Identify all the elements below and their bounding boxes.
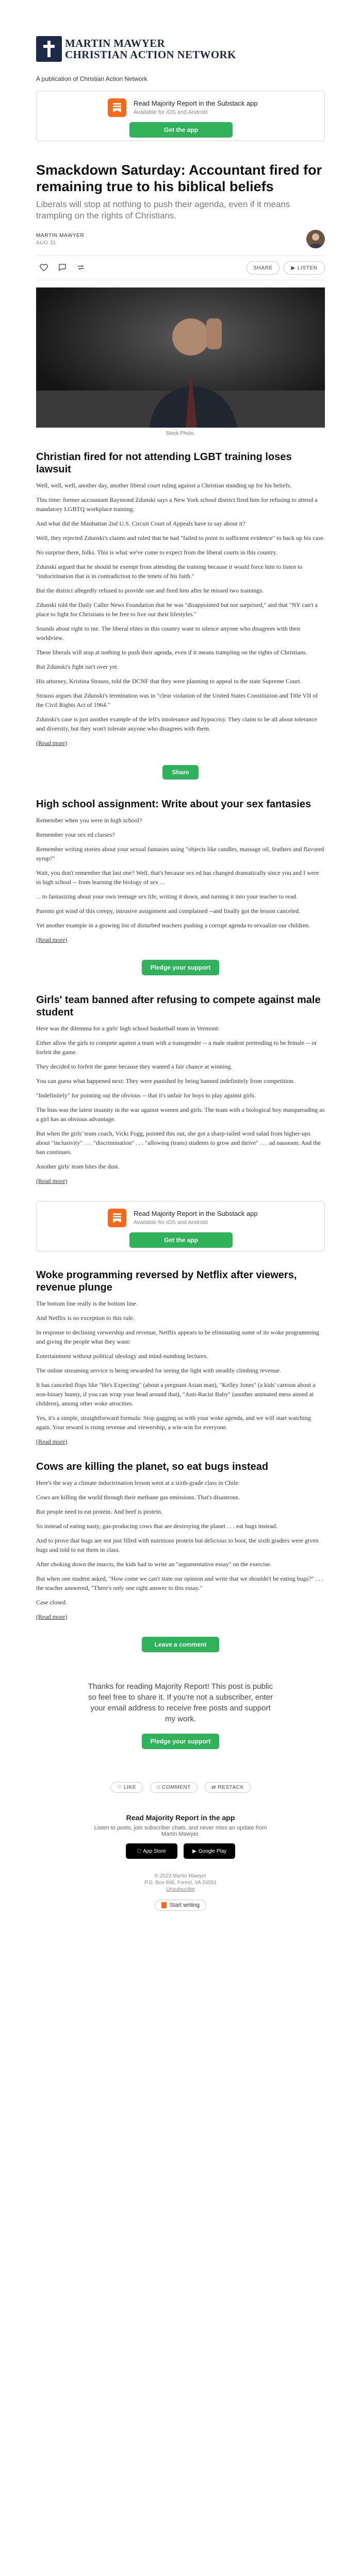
comment-label: COMMENT: [162, 1785, 191, 1790]
paragraph: Well, well, well, another day, another liberal court ruling against a Christian standing up for his beliefs.: [36, 482, 292, 489]
paragraph: "Indefinitely" for pointing out the obvious -- that it's unfair for boys to play against girls.: [36, 1092, 256, 1099]
share-button[interactable]: [247, 261, 280, 275]
like-label: LIKE: [123, 1785, 137, 1790]
restack-button[interactable]: [205, 1782, 251, 1793]
section-netflix: [36, 1269, 325, 1446]
section-heading: Woke programming reversed by Netflix after viewers, revenue plunge: [36, 1269, 297, 1293]
heart-icon: ♡: [117, 1785, 122, 1790]
paragraph: After choking down the insects, the kids had to write an "argumentative essay" on the exercise.: [36, 1561, 272, 1568]
heart-icon[interactable]: [38, 262, 50, 273]
read-more-link[interactable]: (Read more): [36, 1438, 68, 1445]
paragraph: This time: former accountant Raymond Zdunski says a New York school district fired him for refusing to attend a mandatory LGBTQ workplace training.: [36, 496, 318, 513]
paragraph: Zdunski told the Daily Caller News Foundation that he was "disappointed but not surprised," and that "NY can't a place to fight for Christians to be free to live out their lifestyles.": [36, 601, 318, 618]
get-app-button[interactable]: Get the app: [129, 1232, 233, 1248]
mailing-address: P.O. Box 606, Forest, VA 24551: [144, 1881, 217, 1887]
app-promo-title: Read Majority Report in the Substack app: [134, 99, 258, 107]
paragraph: Wait, you don't remember that last one? Well, that's because sex ed has changed dramatically since you and I were in high school -- from learning the biology of sex ...: [36, 869, 319, 886]
hero-image-caption: Stock Photo.: [166, 431, 195, 436]
substack-logo-icon: [161, 1902, 167, 1908]
paragraph: You can guess what happened next: They were punished by being banned indefinitely from competition.: [36, 1077, 295, 1084]
bottom-action-bar: [36, 1782, 325, 1793]
paragraph: Case closed.: [36, 1599, 67, 1606]
paragraph: No surprise there, folks. This is what we've come to expect from the liberal courts in this country.: [36, 549, 277, 556]
copyright: © 2023 Martin Mawyer: [154, 1874, 207, 1880]
post-action-bar: [36, 256, 325, 280]
paragraph: But when one student asked, "How come we can't state our opinion and write that we shouldn't be eating bugs?" . . . the teacher answered, "There's only one right answer to this essay.": [36, 1575, 323, 1591]
like-button[interactable]: [110, 1782, 143, 1793]
brand-header[interactable]: [36, 36, 325, 62]
comment-icon[interactable]: [57, 262, 68, 273]
paragraph: And Netflix is no exception to this rule.: [36, 1314, 135, 1321]
paragraph: The bottom line really is the bottom line.: [36, 1300, 138, 1307]
apple-icon: [137, 1849, 141, 1854]
paragraph: Parents got wind of this creepy, intrusive assignment and complained --and finally got the lesson canceled.: [36, 907, 301, 914]
app-promo-subtitle: Available for iOS and Android: [134, 109, 208, 115]
publication-tagline: A publication of Christian Action Network: [36, 75, 147, 82]
footer-app-subtitle: Listen to posts, join subscriber chats, and never miss an update from Martin Mawyer.: [94, 1825, 267, 1837]
hero-image: [36, 287, 325, 428]
app-promo-title: Read Majority Report in the Substack app: [134, 1210, 258, 1217]
pledge-support-button-bottom[interactable]: Pledge your support: [142, 1734, 219, 1749]
paragraph: They decided to forfeit the game because they wanted a fair chance at winning.: [36, 1063, 233, 1070]
share-label: SHARE: [253, 265, 273, 271]
start-writing-label: Start writing: [169, 1903, 200, 1910]
author-avatar[interactable]: [306, 230, 325, 248]
paragraph: Strauss argues that Zdunski's termination was in "clear violation of the United States Constitution and Title VII of the Civil Rights Act of 1964.": [36, 692, 318, 708]
start-writing-button[interactable]: [155, 1900, 206, 1911]
paragraph: Yes, it's a simple, straightforward formula: Stop gagging us with your woke agenda, and we will start watching again. Your reward is rising revenue and viewership, a win-win for everyone.: [36, 1414, 311, 1431]
play-store-icon: ▶: [192, 1848, 196, 1854]
subscribe-text: Thanks for reading Majority Report! This post is public so feel free to share it. If you're not a subscriber, enter your email address to receive free posts and support my work.: [88, 1682, 273, 1723]
footer-app-title: Read Majority Report in the app: [126, 1814, 235, 1822]
paragraph: It has canceled flops like "He's Expecting" (about a pregnant Asian man), "Kelley Jones" (a kids' cartoon about a non-binary bunny, if you can wrap your head around that), "Anti-Racist Baby" (another animated mess aimed at children), among other woke atrocities.: [36, 1381, 316, 1407]
google-play-badge[interactable]: [184, 1843, 235, 1859]
section-heading: High school assignment: Write about your sex fantasies: [36, 799, 311, 810]
unsubscribe-link[interactable]: Unsubscribe: [166, 1888, 195, 1894]
paragraph: Yet another example in a growing list of disturbed teachers pushing a corrupt agenda to sexualize our children.: [36, 922, 310, 929]
play-icon: ▶: [291, 265, 296, 271]
cross-logo-icon: [36, 36, 62, 62]
paragraph: But Zdunski's fight isn't over yet.: [36, 663, 119, 670]
paragraph: Sounds about right to me. The liberal elites in this country want to silence anyone who disagrees with their worldview.: [36, 625, 301, 641]
google-play-label: Google Play: [198, 1848, 227, 1854]
paragraph: But people need to eat protein. And beef is protein.: [36, 1508, 162, 1515]
pledge-support-button[interactable]: Pledge your support: [142, 960, 219, 975]
app-store-badge[interactable]: [126, 1843, 177, 1859]
section-heading: Girls' team banned after refusing to compete against male student: [36, 994, 321, 1018]
leave-comment-button[interactable]: Leave a comment: [142, 1637, 219, 1652]
paragraph: Remember when you were in high school?: [36, 817, 142, 824]
author-name[interactable]: MARTIN MAWYER: [36, 233, 85, 239]
share-cta-button[interactable]: Share: [162, 765, 199, 779]
read-more-link[interactable]: (Read more): [36, 1613, 68, 1620]
app-promo-card: [36, 91, 325, 141]
app-store-label: App Store: [141, 1850, 164, 1855]
listen-button[interactable]: [284, 261, 325, 275]
author-row: [36, 230, 325, 252]
content-column: [36, 36, 325, 1911]
section-sex-assignment: [36, 798, 325, 975]
brand-name-line2: CHRISTIAN ACTION NETWORK: [65, 48, 236, 61]
paragraph: But the district allegedly refused to provide one and fired him after he missed two trainings.: [36, 587, 264, 594]
paragraph: Here was the dilemma for a girls' high school basketball team in Vermont:: [36, 1025, 220, 1032]
footer: [36, 1814, 325, 1911]
paragraph: Here's the way a climate indoctrination lesson went at a sixth-grade class in Chile:: [36, 1479, 240, 1486]
paragraph: Well, they rejected Zdunski's claims and ruled that he had "failed to point to sufficient evidence" to back up his case.: [36, 534, 325, 541]
get-app-button[interactable]: Get the app: [129, 122, 233, 138]
post-title[interactable]: Smackdown Saturday: Accountant fired for remaining true to his biblical beliefs: [36, 162, 322, 194]
paragraph: So instead of eating nasty, gas-producing cows that are destroying the planet . . . eat bugs instead.: [36, 1522, 277, 1530]
substack-app-icon: [108, 1209, 126, 1227]
paragraph: The bias was the latest insanity in the war against women and girls. The team with a biological boy masquerading as a girl has an obvious advantage.: [36, 1106, 325, 1123]
listen-label: LISTEN: [297, 265, 318, 271]
restack-label: RESTACK: [218, 1785, 244, 1790]
comment-icon: □: [157, 1785, 160, 1790]
app-promo-card-mid: [36, 1201, 325, 1251]
comment-button[interactable]: [150, 1782, 198, 1793]
section-lgbt-lawsuit: [36, 451, 325, 779]
paragraph: ... to fantasizing about your own teenage sex life, writing it down, and turning it into your teacher to read.: [36, 893, 298, 900]
post-date: AUG 31: [36, 240, 57, 246]
section-heading: Cows are killing the planet, so eat bugs instead: [36, 1461, 269, 1472]
paragraph: Remember writing stories about your sexual fantasies using "objects like candles, massage oil, feathers and flavored syrup?": [36, 845, 324, 862]
paragraph: Cows are killing the world through their methane gas emissions. That's disastrous.: [36, 1494, 240, 1501]
paragraph: Zdunski argued that he should be exempt from attending the training because it would force him to listen to "indoctrination that is in contradiction to the tenets of his faith.": [36, 563, 303, 580]
post-subtitle: Liberals will stop at nothing to push their agenda, even if it means trampling on the rights of Christians.: [36, 199, 290, 221]
paragraph: Either allow the girls to compete against a team with a transgender -- a male student pretending to be female -- or forfeit the game.: [36, 1039, 317, 1056]
paragraph: Entertainment without political ideology and mind-numbing lectures.: [36, 1352, 208, 1360]
restack-icon[interactable]: [75, 262, 87, 273]
paragraph: Another girls' team bites the dust.: [36, 1163, 120, 1170]
read-more-link[interactable]: (Read more): [36, 1177, 68, 1184]
paragraph: Remember your sex ed classes?: [36, 831, 115, 838]
read-more-link[interactable]: (Read more): [36, 936, 68, 943]
section-cows-bugs: [36, 1461, 325, 1652]
paragraph: Zdunski's case is just another example of the left's intolerance and hypocrisy. They claim to be all about tolerance and diversity, but they won't tolerate anyone who disagrees with them.: [36, 716, 317, 732]
substack-app-icon: [108, 98, 126, 117]
paragraph: These liberals will stop at nothing to push their agenda, even if it means trampling on the rights of Christians.: [36, 649, 307, 656]
paragraph: In response to declining viewership and revenue, Netflix appears to be eliminating some of its woke programming and giving the people what they want:: [36, 1329, 319, 1345]
section-girls-team: [36, 994, 325, 1185]
subscribe-box: [36, 1681, 325, 1749]
paragraph: And what did the Manhattan 2nd U.S. Circuit Court of Appeals have to say about it?: [36, 520, 245, 527]
section-heading: Christian fired for not attending LGBT training loses lawsuit: [36, 451, 292, 475]
restack-icon: ⇄: [211, 1785, 216, 1790]
paragraph: His attorney, Kristina Strauss, told the DCNF that they were planning to appeal to the state Supreme Court.: [36, 677, 302, 685]
paragraph: And to prove that bugs are not just filled with nutritious protein but delicious to boot, the sixth graders were given bugs and told to eat them in class.: [36, 1537, 319, 1553]
app-promo-subtitle: Available for iOS and Android: [134, 1219, 208, 1226]
read-more-link[interactable]: (Read more): [36, 739, 68, 747]
brand-name-line1: MARTIN MAWYER: [65, 37, 165, 49]
paragraph: The online streaming service is being rewarded for seeing the light with steadily climbing revenue.: [36, 1367, 281, 1374]
paragraph: But when the girls' team coach, Vicki Fogg, pointed this out, she got a sharp-tailed word salad from higher-ups about "inclusivity" . . . "discrimination" . . . "allowing (trans) students to grow and thrive" . . . ad nauseam. And the ban continues.: [36, 1130, 321, 1156]
